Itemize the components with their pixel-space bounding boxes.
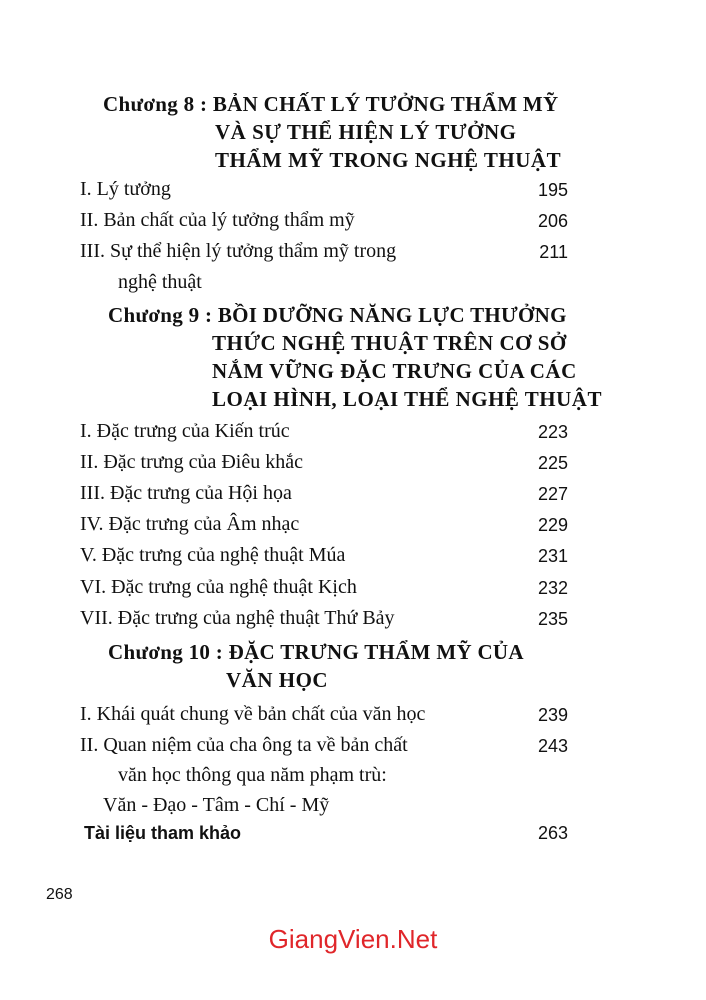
toc-entry-title: II. Bản chất của lý tưởng thẩm mỹ [80, 209, 355, 231]
toc-entry-title: III. Đặc trưng của Hội họa [80, 482, 292, 504]
toc-entry-title: V. Đặc trưng của nghệ thuật Múa [80, 544, 346, 566]
chapter-title-line: THỨC NGHỆ THUẬT TRÊN CƠ SỞ [212, 331, 567, 355]
chapter-title-line: ĐẶC TRƯNG THẨM MỸ CỦA [228, 640, 524, 664]
references-label: Tài liệu tham khảo [84, 823, 242, 843]
toc-entry-page: 243 [537, 736, 568, 756]
chapter-title-line: LOẠI HÌNH, LOẠI THỂ NGHỆ THUẬT [212, 387, 602, 411]
toc-entry-page: 227 [537, 484, 568, 504]
toc-entry-page: 195 [537, 180, 568, 200]
chapter-label: Chương 10 : [108, 640, 224, 664]
chapter-10-heading [108, 640, 524, 665]
toc-entry-title: I. Đặc trưng của Kiến trúc [80, 420, 290, 442]
chapter-8-heading [103, 92, 558, 117]
chapter-9-heading [108, 303, 567, 328]
chapter-label: Chương 9 : [108, 303, 213, 327]
toc-entry-title: VI. Đặc trưng của nghệ thuật Kịch [80, 576, 357, 598]
chapter-title-line: VÀ SỰ THỂ HIỆN LÝ TƯỞNG [215, 120, 517, 144]
toc-entry-page: 225 [537, 453, 568, 473]
toc-entry-page: 223 [537, 422, 568, 442]
references-page: 263 [537, 823, 568, 843]
toc-entry-page: 232 [537, 578, 568, 598]
toc-entry-page: 206 [537, 211, 568, 231]
page-number: 268 [46, 886, 73, 903]
toc-entry-title: VII. Đặc trưng của nghệ thuật Thứ Bảy [80, 607, 395, 629]
toc-entry-continuation: văn học thông qua năm phạm trù: [118, 764, 387, 786]
toc-entry-title: I. Khái quát chung về bản chất của văn học [80, 703, 426, 725]
chapter-title-line: BẢN CHẤT LÝ TƯỞNG THẨM MỸ [212, 92, 559, 116]
toc-entry-title: III. Sự thể hiện lý tưởng thẩm mỹ trong [80, 240, 397, 262]
toc-entry-continuation: nghệ thuật [118, 271, 202, 293]
chapter-title-line: THẨM MỸ TRONG NGHỆ THUẬT [215, 148, 562, 172]
chapter-title-line: VĂN HỌC [226, 668, 329, 692]
toc-entry-continuation: Văn - Đạo - Tâm - Chí - Mỹ [103, 794, 330, 816]
toc-entry-page: 231 [537, 546, 568, 566]
toc-entry-page: 235 [537, 609, 568, 629]
toc-entry-title: II. Đặc trưng của Điêu khắc [80, 451, 303, 473]
toc-entry-title: II. Quan niệm của cha ông ta về bản chất [80, 734, 408, 756]
chapter-title-line: BỒI DƯỠNG NĂNG LỰC THƯỞNG [217, 303, 567, 327]
chapter-label: Chương 8 : [103, 92, 208, 116]
toc-entry-page: 211 [539, 242, 568, 262]
toc-entry-page: 239 [537, 705, 568, 725]
watermark: GiangVien.Net [268, 924, 438, 954]
toc-entry-title: I. Lý tưởng [80, 178, 171, 200]
toc-entry-title: IV. Đặc trưng của Âm nhạc [80, 513, 300, 535]
chapter-title-line: NẮM VỮNG ĐẶC TRƯNG CỦA CÁC [212, 359, 577, 383]
toc-entry-page: 229 [537, 515, 568, 535]
